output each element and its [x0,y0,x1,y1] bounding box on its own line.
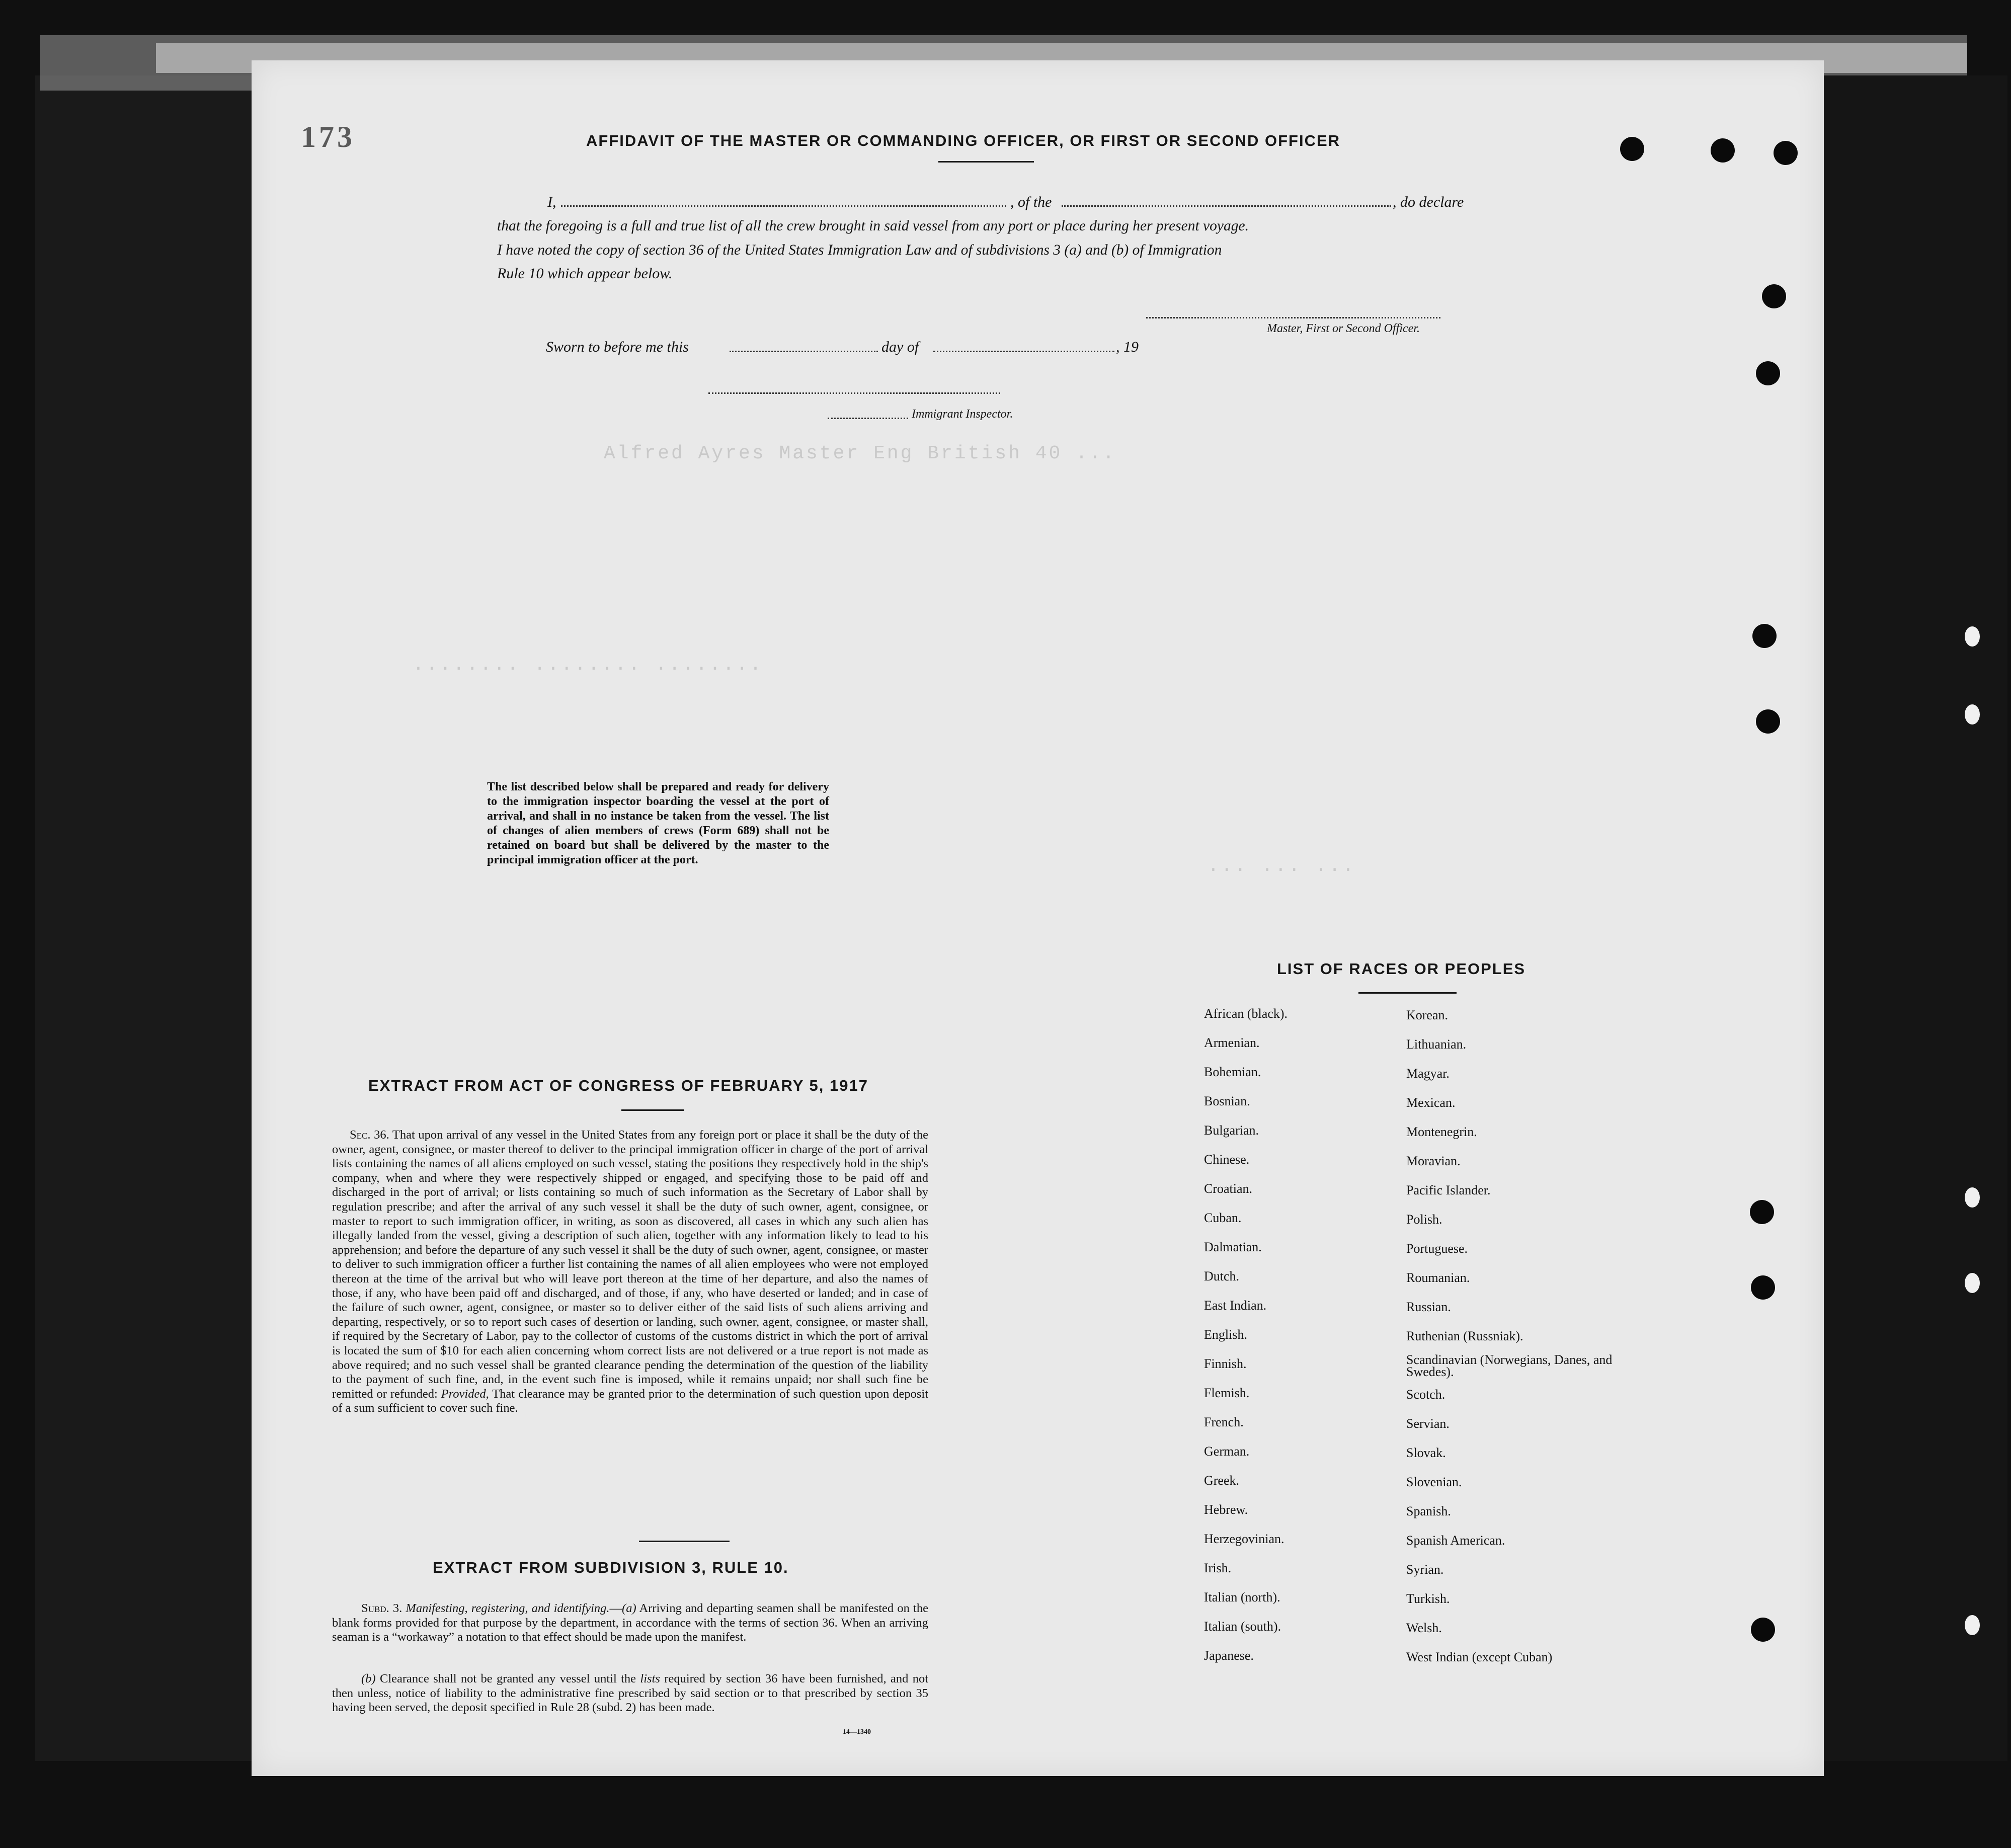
race-item: Magyar. [1406,1066,1450,1081]
form-number: 14—1340 [843,1728,871,1736]
race-item: Greek. [1204,1473,1240,1488]
clause-a-label: (a) [622,1601,636,1615]
race-item: German. [1204,1444,1250,1459]
race-item: Bohemian. [1204,1065,1261,1079]
vessel-blank[interactable] [1062,205,1391,207]
punch-hole [1965,1273,1980,1293]
punch-hole [1751,1275,1775,1300]
race-item: Russian. [1406,1300,1451,1314]
punch-hole [1965,626,1980,647]
race-item: Servian. [1406,1416,1450,1431]
punch-hole [1965,1615,1980,1635]
punch-hole [1756,361,1780,385]
page-number: 173 [301,120,355,153]
affidavit-declare-label: , do declare [1393,194,1464,210]
subdivision-label: Subd. 3. [361,1601,403,1615]
race-item: Ruthenian (Russniak). [1406,1329,1523,1343]
punch-hole [1711,138,1735,163]
race-item: Turkish. [1406,1591,1450,1606]
race-item: Polish. [1406,1212,1442,1227]
race-item: Scandinavian (Norwegians, Danes, and Swedes). [1406,1352,1613,1379]
inspector-label: Immigrant Inspector. [912,408,1013,421]
punch-hole [1756,709,1780,734]
affidavit-of-the-label: , of the [1010,194,1052,210]
race-item: Slovenian. [1406,1475,1462,1489]
clause-b-text-2: required by section 36 have been furnished, and not then unless, notice of liability to the administrative fine prescribed by said section or to that prescribed by section 35 having been served, the deposit specified in Rule 28 (subd. 2) has been made. [332,1672,929,1715]
race-item: Armenian. [1204,1035,1260,1050]
bleed-through-text: ... ... ... [1208,855,1356,877]
race-item: Italian (south). [1204,1619,1281,1634]
punch-hole [1965,1187,1980,1208]
race-item: African (black). [1204,1006,1288,1021]
bleed-through-text: ........ ........ ........ [413,654,763,676]
punch-hole [1750,1200,1774,1224]
master-signature-blank[interactable] [1146,317,1440,318]
race-item: Flemish. [1204,1386,1250,1400]
inspector-signature-blank[interactable] [708,392,1000,394]
delivery-notice: The list described below shall be prepared and ready for delivery to the immigration inspector boarding the vessel at the port of arrival, and shall in no instance be taken from the vessel. The list of changes of alien members of crews (Form 689) shall not be retained on board but shall be delivered by the master to the principal immigration officer at the port. [487,780,829,866]
punch-hole [1762,284,1786,308]
inspector-blank-short[interactable] [828,418,908,419]
right-scan-strip [1821,75,2007,1761]
punch-hole [1774,141,1798,165]
race-item: Cuban. [1204,1211,1242,1225]
race-item: Bulgarian. [1204,1123,1259,1138]
punch-hole [1752,624,1777,648]
race-item: Welsh. [1406,1621,1442,1635]
race-item: Dalmatian. [1204,1240,1262,1254]
clause-a-text: Arriving and departing seamen shall be manifested on the blank forms provided for that purpose by the department, in accordance with the terms of section 36. When an arriving seaman is a “workaway” a notation to that effect should be made upon the manifest. [332,1601,928,1644]
clause-b-lists: lists [640,1672,660,1685]
subdivision-a-text: Subd. 3. Manifesting, registering, and identifying.—(a) Arriving and departing seamen shall be manifested on the blank forms provided for that purpose by the department, in accordance with the terms of section 36. When an arriving seaman is a “workaway” a notation to that effect should be made upon the manifest. [332,1601,928,1644]
punch-hole [1751,1618,1775,1642]
races-left-column [1204,1007,1288,1678]
affidavit-title: AFFIDAVIT OF THE MASTER OR COMMANDING OFFICER, OR FIRST OR SECOND OFFICER [586,132,1341,149]
extract-act-rule [621,1109,684,1111]
extract-rule-title: EXTRACT FROM SUBDIVISION 3, RULE 10. [433,1559,789,1576]
sworn-month-blank[interactable] [933,351,1114,352]
race-item: Hebrew. [1204,1502,1248,1517]
punch-hole [1965,704,1980,725]
sworn-label: Sworn to before me this [546,339,689,355]
race-item: Syrian. [1406,1562,1444,1577]
race-item: Slovak. [1406,1445,1446,1460]
race-item: Lithuanian. [1406,1037,1467,1052]
race-item: Italian (north). [1204,1590,1280,1604]
clause-b-label: (b) [361,1672,376,1685]
race-item: Croatian. [1204,1181,1253,1196]
subdivision-heading: Manifesting, registering, and identifying. [406,1601,610,1615]
race-item: Portuguese. [1406,1241,1468,1256]
race-item: Finnish. [1204,1356,1247,1371]
races-title: LIST OF RACES OR PEOPLES [1277,960,1526,978]
race-item: Bosnian. [1204,1094,1250,1108]
section-36-body: That upon arrival of any vessel in the United States from any foreign port or place it shall be the duty of the owner, agent, consignee, or master thereof to deliver to the principal immigration officer in charge of the port of arrival lists containing the names of all aliens employed on such vessel, stating the positions they respectively hold in the ship's company, when and where they were respectively shipped or engaged, and specifying those to be paid off and discharged in the port of arrival; or lists containing so much of such information as the Secretary of Labor shall by regulation prescribe; and after the arrival of any such vessel it shall be the duty of such owner, agent, consignee, or master to report to such immigration officer, in writing, as soon as discovered, all cases in which any such alien has illegally landed from the vessel, giving a description of such alien, together with any information likely to lead to his apprehension; and before the departure of any such vessel it shall be the duty of such owner, agent, consignee, or master to deliver to such immigration officer a further list containing the names of all alien employees who were not employed thereon at the time of the arrival but who will leave port thereon at the time of her departure, and also the names of those, if any, who have been paid off and discharged, and of those, if any, who have deserted or landed; and in case of the failure of such owner, agent, consignee, or master so to deliver either of the said lists of such aliens arriving and departing, respectively, or so to report such cases of desertion or landing, such owner, agent, consignee, or master shall, if required by the Secretary of Labor, pay to the collector of customs of the customs district in which the port of arrival is located the sum of $10 for each alien concerning whom correct lists are not delivered or a true report is not made as above required; and no such vessel shall be granted clearance pending the determination of the question of the liability to the payment of such fine, and, in the event such fine is imposed, while it remains unpaid; nor shall such fine be remitted or refunded: [332,1128,928,1401]
underlying-page-edge [35,75,252,1761]
race-item: Korean. [1406,1008,1449,1022]
affidavit-line-3: I have noted the copy of section 36 of the United States Immigration Law and of subdivisions 3 (a) and (b) of Immigration [497,242,1222,258]
day-of-label: day of [881,339,919,355]
affidavit-title-rule [938,161,1034,163]
race-item: French. [1204,1415,1244,1429]
race-item: Moravian. [1406,1154,1461,1168]
affidavit-line-4: Rule 10 which appear below. [497,265,673,282]
race-item: Spanish American. [1406,1533,1505,1548]
race-item: Dutch. [1204,1269,1240,1283]
race-item: Chinese. [1204,1152,1250,1167]
master-label: Master, First or Second Officer. [1267,322,1420,335]
name-blank[interactable] [561,205,1006,207]
affidavit-i-label: I, [547,194,556,210]
race-item: Spanish. [1406,1504,1451,1518]
races-right-column [1406,1009,1618,1680]
race-item: West Indian (except Cuban) [1406,1650,1553,1664]
race-item: Mexican. [1406,1095,1456,1110]
race-item: Roumanian. [1406,1270,1470,1285]
race-item: English. [1204,1327,1247,1342]
punch-hole [1620,137,1644,161]
sworn-day-blank[interactable] [730,351,878,352]
race-item: Scotch. [1406,1387,1445,1402]
race-item: Montenegrin. [1406,1124,1477,1139]
subdivision-b-text [332,1672,928,1715]
race-item: Irish. [1204,1561,1232,1575]
proviso-text: That clearance may be granted prior to the determination of such question upon deposit of a sum sufficient to cover such fine. [332,1387,929,1415]
race-item: East Indian. [1204,1298,1267,1313]
affidavit-line-2: that the foregoing is a full and true list of all the crew brought in said vessel from any port or place during her present voyage. [497,218,1249,234]
races-rule [1358,992,1457,994]
proviso-label: Provided, [441,1387,489,1401]
year-label: , 19 [1116,339,1139,355]
bleed-through-text: Alfred Ayres Master Eng British 40 ... [604,443,1116,464]
section-divider-rule [639,1541,730,1542]
race-item: Herzegovinian. [1204,1532,1284,1546]
section-36-text [332,1128,928,1416]
race-item: Pacific Islander. [1406,1183,1491,1197]
section-label: Sec. 36. [350,1128,389,1142]
race-item: Japanese. [1204,1648,1254,1663]
clause-b-text-1: Clearance shall not be granted any vessel until the [379,1672,636,1685]
extract-act-title: EXTRACT FROM ACT OF CONGRESS OF FEBRUARY 5, 1917 [368,1077,868,1094]
